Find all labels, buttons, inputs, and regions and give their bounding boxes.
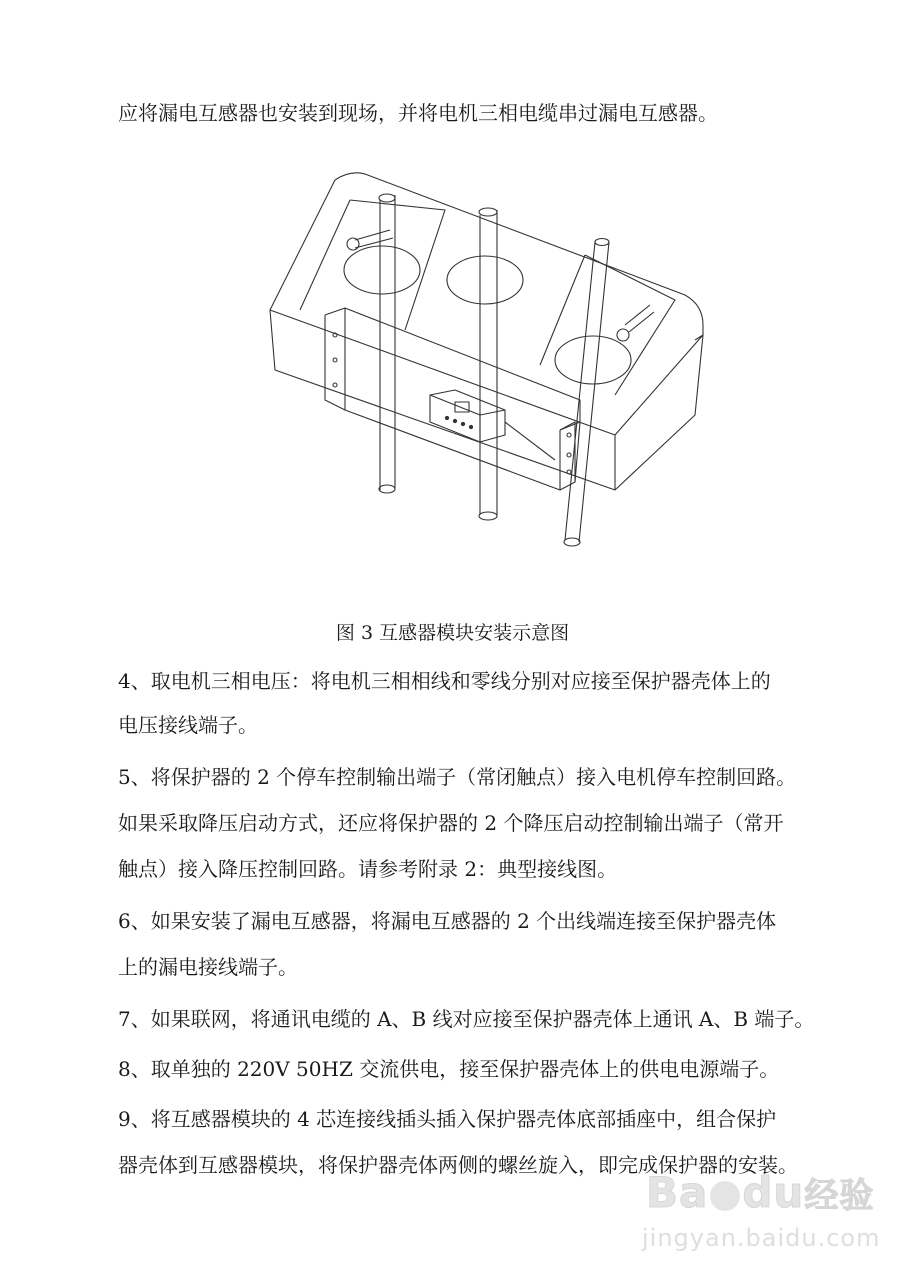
- cable-left: [379, 194, 395, 493]
- paragraph-line: 9、将互感器模块的 4 芯连接线插头插入保护器壳体底部插座中，组合保护: [118, 1107, 777, 1131]
- paragraph-line: 器壳体到互感器模块，将保护器壳体两侧的螺丝旋入，即完成保护器的安装。: [118, 1153, 798, 1177]
- paragraph-line: 4、取电机三相电压：将电机三相相线和零线分别对应接至保护器壳体上的: [118, 669, 771, 693]
- paragraph-line: 触点）接入降压控制回路。请参考附录 2：典型接线图。: [118, 857, 618, 881]
- paragraph-line: 8、取单独的 220V 50HZ 交流供电，接至保护器壳体上的供电电源端子。: [118, 1057, 780, 1081]
- figure-caption: 图 3 互感器模块安装示意图: [335, 622, 570, 644]
- baidu-jingyan-watermark: [638, 1168, 881, 1260]
- intro-text: 应将漏电互感器也安装到现场，并将电机三相电缆串过漏电互感器。: [118, 101, 718, 125]
- paragraph-line: 7、如果联网，将通讯电缆的 A、B 线对应接至保护器壳体上通讯 A、B 端子。: [118, 1007, 815, 1031]
- paragraph-line: 如果采取降压启动方式，还应将保护器的 2 个降压启动控制输出端子（常开: [118, 811, 784, 835]
- paragraph-line: 上的漏电接线端子。: [118, 955, 298, 979]
- paragraph-line: 6、如果安装了漏电互感器，将漏电互感器的 2 个出线端连接至保护器壳体: [118, 909, 777, 933]
- paragraph-line: 电压接线端子。: [118, 713, 258, 737]
- paragraph-line: 5、将保护器的 2 个停车控制输出端子（常闭触点）接入电机停车控制回路。: [118, 765, 797, 789]
- watermark-logo: Ba du经验: [646, 1168, 875, 1217]
- paw-icon: [710, 1181, 740, 1211]
- watermark-url: jingyan.baidu.com: [642, 1224, 881, 1252]
- transformer-module-diagram: [255, 160, 715, 560]
- cable-right: [564, 239, 609, 547]
